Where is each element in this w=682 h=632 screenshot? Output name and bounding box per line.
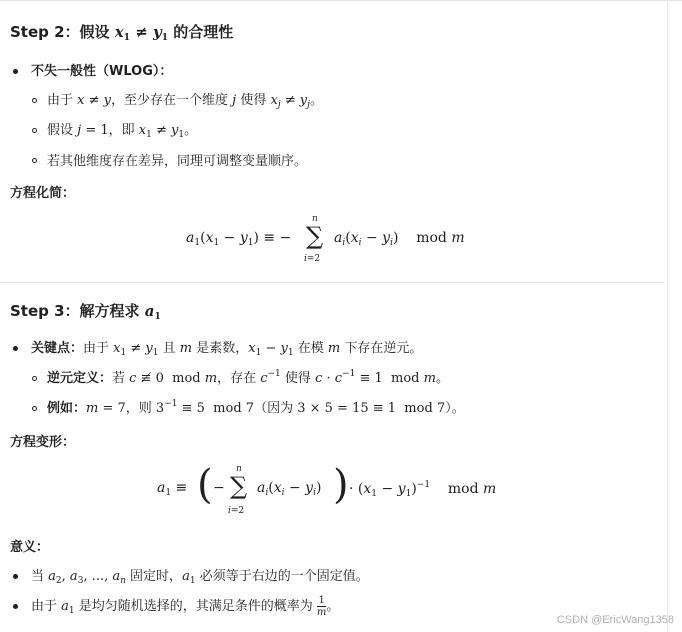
example: 例如：m = 7，则 $3^{-1} \equiv 5$ mod 7（因为 3 × 5 = 15 ≡ 1 mod 7）。 bbox=[47, 399, 465, 416]
wlog-item-1: 由于 x ≠ y，至少存在一个维度 j 使得 $x_j \ne y_j$。 bbox=[47, 93, 323, 110]
top-border bbox=[0, 0, 682, 1]
step2-heading: Step 2：假设 $x_1 \ne y_1$ 的合理性 bbox=[10, 23, 234, 43]
wlog-item-3: 若其他维度存在差异，同理可调整变量顺序。 bbox=[47, 154, 308, 169]
circle-bullet-icon bbox=[32, 128, 37, 133]
transform-label: 方程变形： bbox=[10, 435, 76, 450]
bullet-icon bbox=[13, 574, 18, 579]
meaning-item-2: 由于 $a_1$ 是均匀随机选择的，其满足条件的概率为 $\frac{1}{m}$ 。 bbox=[31, 595, 340, 618]
watermark: CSDN @EricWang1358 bbox=[556, 614, 674, 626]
circle-bullet-icon bbox=[32, 406, 37, 411]
inverse-definition: 逆元定义：若 c ≢ 0 mod m，存在 $c^{-1}$ 使得 $c \cdot c^{-1} \equiv 1$ mod m。 bbox=[47, 369, 449, 386]
equation-solution: $a_1$ ≡ ( − n ∑ i=2 $a_i(x_i - y_i)$ ) · $(x_1 - y_1)^{-1}$ mod m bbox=[157, 462, 497, 516]
section-divider bbox=[0, 282, 664, 283]
bullet-icon bbox=[13, 346, 18, 351]
bullet-icon bbox=[13, 69, 18, 74]
meaning-label: 意义： bbox=[10, 540, 50, 555]
circle-bullet-icon bbox=[32, 376, 37, 381]
step3-heading: Step 3：解方程求 $a_1$ bbox=[10, 302, 161, 322]
wlog-item-2: 假设 j = 1，即 $x_1 \ne y_1$。 bbox=[47, 123, 198, 140]
equation-simplified: $a_1(x_1 - y_1)$ ≡ − n ∑ i=2 $a_i(x_i - y_i)$ mod m bbox=[186, 214, 465, 264]
wlog-label: 不失一般性（WLOG）： bbox=[31, 64, 173, 79]
simplify-label: 方程化简： bbox=[10, 186, 76, 201]
meaning-item-1: 当 $a_2$, $a_3$, ..., $a_n$ 固定时，$a_1$ 必须等于右边的一个固定值。 bbox=[31, 569, 369, 586]
key-point: 关键点：由于 $x_1 \ne y_1$ 且 m 是素数，$x_1 - y_1$ 在模 m 下存在逆元。 bbox=[31, 341, 423, 358]
circle-bullet-icon bbox=[32, 98, 37, 103]
bullet-icon bbox=[13, 604, 18, 609]
scroll-edge bbox=[667, 0, 668, 632]
circle-bullet-icon bbox=[32, 158, 37, 163]
